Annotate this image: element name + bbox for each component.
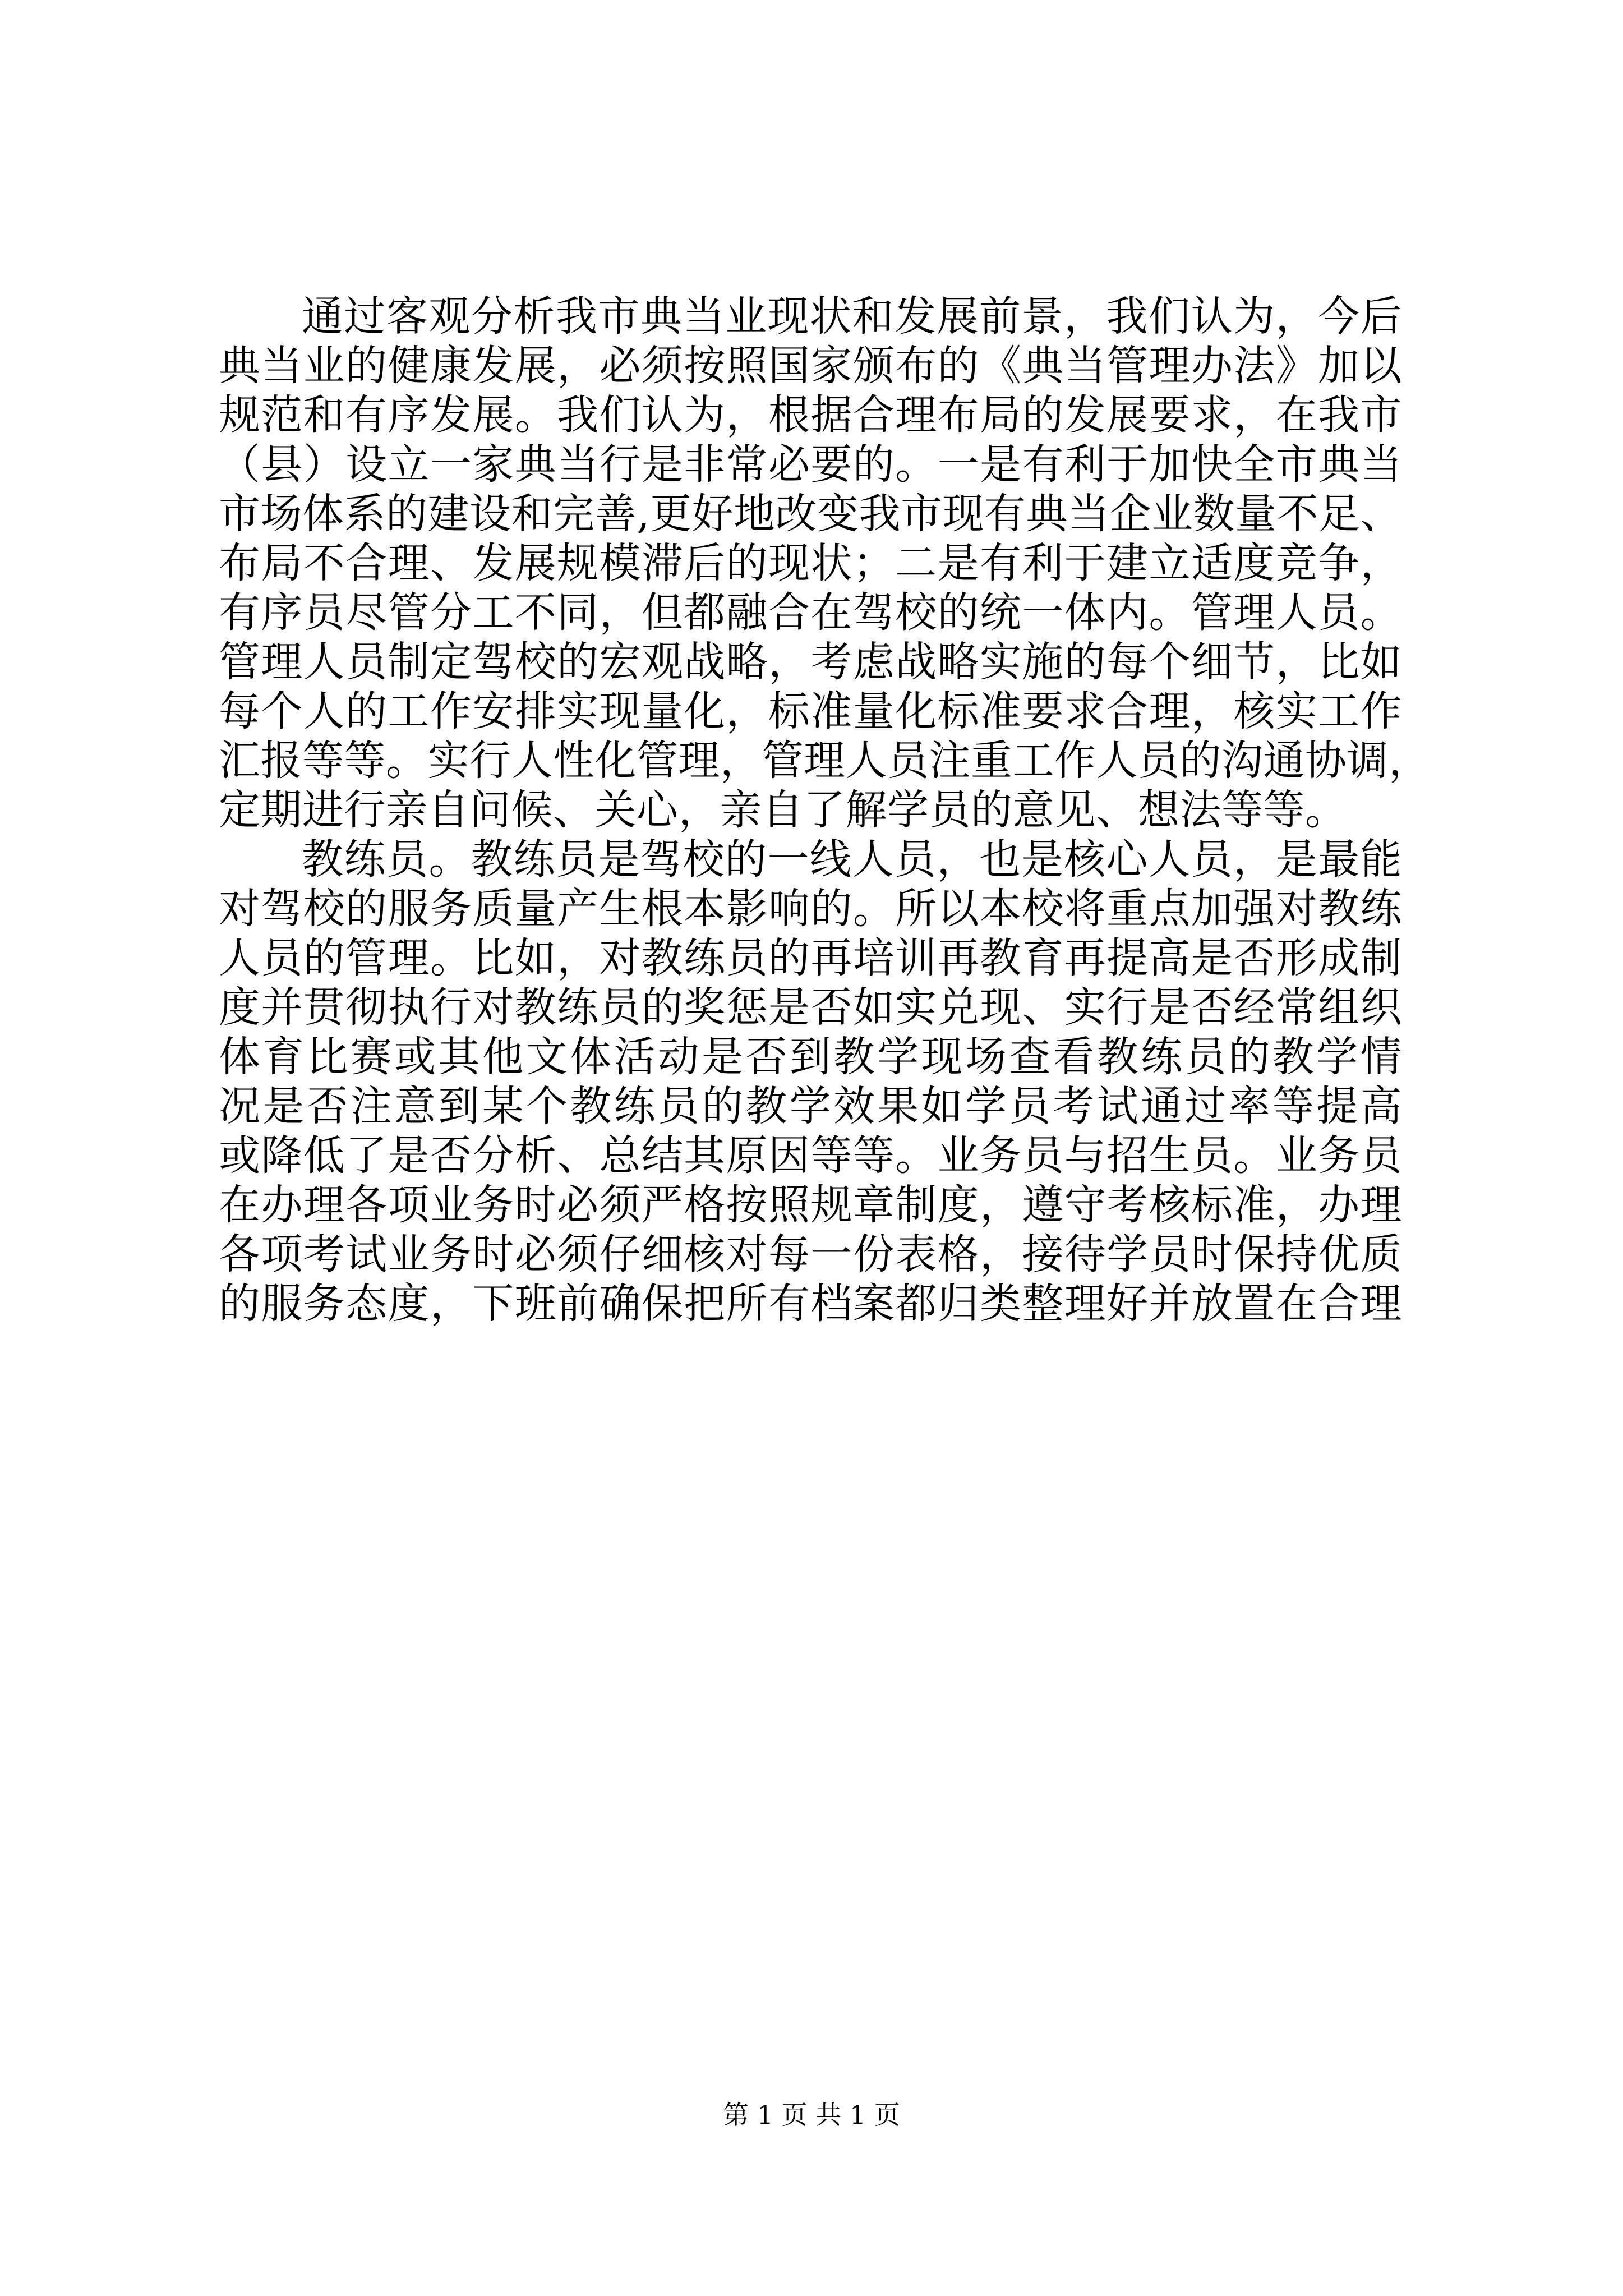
paragraph-line: 各项考试业务时必须仔细核对每一份表格，接待学员时保持优质 bbox=[219, 1230, 1402, 1278]
paragraph-line: 人员的管理。比如，对教练员的再培训再教育再提高是否形成制 bbox=[219, 934, 1402, 982]
paragraph-line: 或降低了是否分析、总结其原因等等。业务员与招生员。业务员 bbox=[219, 1131, 1402, 1180]
paragraph-line: 定期进行亲自问候、关心，亲自了解学员的意见、想法等等。 bbox=[219, 786, 1347, 834]
paragraph-line: 对驾校的服务质量产生根本影响的。所以本校将重点加强对教练 bbox=[219, 885, 1402, 933]
paragraph-line: 布局不合理、发展规模滞后的现状；二是有利于建立适度竞争， bbox=[219, 539, 1402, 587]
document-body bbox=[219, 292, 1431, 1328]
paragraph-line: （县）设立一家典当行是非常必要的。一是有利于加快全市典当 bbox=[219, 440, 1402, 489]
paragraph-line: 有序员尽管分工不同，但都融合在驾校的统一体内。管理人员。 bbox=[219, 588, 1402, 637]
paragraph-line: 度并贯彻执行对教练员的奖惩是否如实兑现、实行是否经常组织 bbox=[219, 983, 1402, 1032]
paragraph-line: 况是否注意到某个教练员的教学效果如学员考试通过率等提高 bbox=[219, 1082, 1402, 1130]
paragraph-line: 通过客观分析我市典当业现状和发展前景，我们认为，今后 bbox=[302, 292, 1402, 341]
page-number-label: 第 1 页 共 1 页 bbox=[723, 2100, 900, 2130]
paragraph-line: 规范和有序发展。我们认为，根据合理布局的发展要求，在我市 bbox=[219, 391, 1402, 439]
paragraph-line: 教练员。教练员是驾校的一线人员，也是核心人员，是最能 bbox=[302, 835, 1402, 884]
paragraph-line: 体育比赛或其他文体活动是否到教学现场查看教练员的教学情 bbox=[219, 1033, 1402, 1081]
page-footer bbox=[0, 2098, 1623, 2132]
paragraph-line: 管理人员制定驾校的宏观战略，考虑战略实施的每个细节，比如 bbox=[219, 638, 1402, 686]
paragraph-line: 汇报等等。实行人性化管理，管理人员注重工作人员的沟通协调， bbox=[219, 737, 1431, 785]
paragraph-line: 在办理各项业务时必须严格按照规章制度，遵守考核标准，办理 bbox=[219, 1181, 1402, 1229]
paragraph-line: 的服务态度，下班前确保把所有档案都归类整理好并放置在合理 bbox=[219, 1280, 1402, 1328]
paragraph-line: 典当业的健康发展，必须按照国家颁布的《典当管理办法》加以 bbox=[219, 342, 1402, 390]
paragraph-line: 市场体系的建设和完善,更好地改变我市现有典当企业数量不足、 bbox=[219, 490, 1403, 538]
paragraph-line: 每个人的工作安排实现量化，标准量化标准要求合理，核实工作 bbox=[219, 687, 1402, 735]
